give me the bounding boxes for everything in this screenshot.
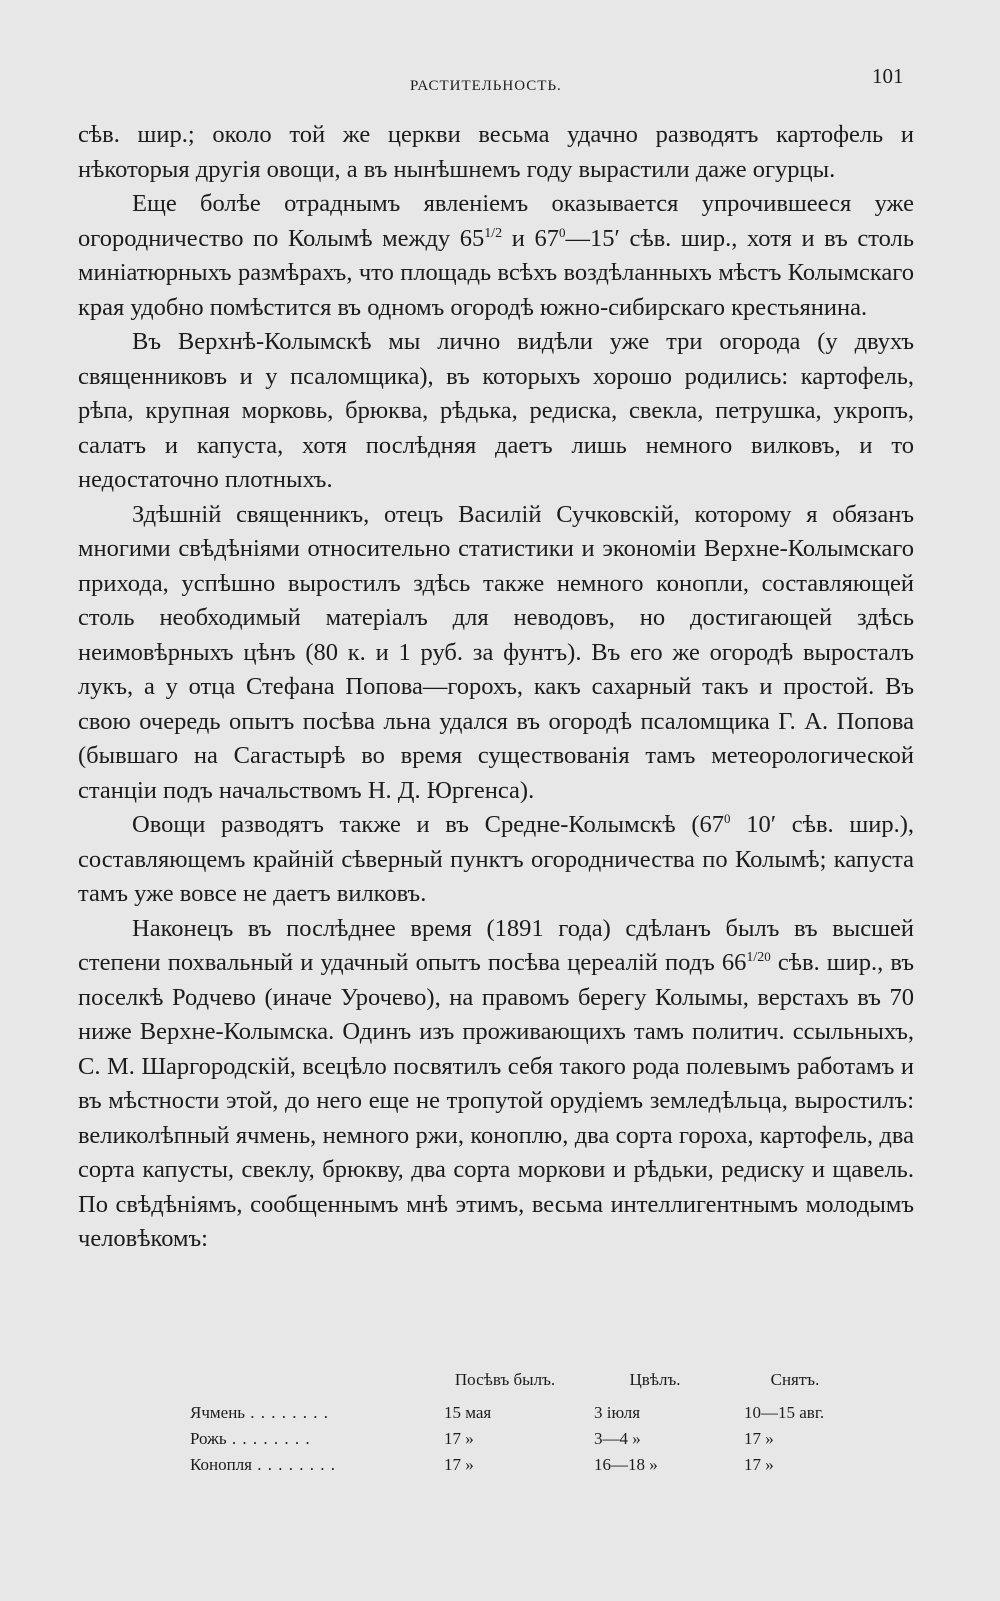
paragraph-3: Въ Верхнѣ-Колымскѣ мы лично видѣли уже три огорода (у двухъ священниковъ и у псаломщика), въ которыхъ хорошо родились: картофель, рѣпа, крупная морковь, брюква, рѣдька, редиска, свекла, петрушка, укропъ, салатъ и капуста, хотя послѣдняя даетъ лишь немного вилковъ, и то недостаточно плотныхъ. (78, 328, 914, 493)
header-sown: Посѣвъ былъ. (454, 1370, 556, 1389)
paragraph-1: сѣв. шир.; около той же церкви весьма удачно разводятъ картофель и нѣкоторыя другія овощи, а въ нынѣшнемъ году вырастили даже огурцы. (78, 121, 914, 183)
paragraph-5-part-2: 10′ сѣв. шир.), составляющемъ крайній сѣверный пунктъ огородничества по Колымѣ; капуста тамъ уже вовсе не даетъ вилковъ. (78, 811, 914, 907)
paragraph-6-part-2: сѣв. шир., въ поселкѣ Родчево (иначе Урочево), на правомъ берегу Колымы, верстахъ въ 70 ниже Верхне-Колымска. Одинъ изъ проживающихъ тамъ политич. ссыльныхъ, С. М. Шаргородскій, всецѣло посвятилъ себя такого рода полевымъ работамъ и въ мѣстности этой, до него еще не тропутой орудіемъ земледѣльца, выростилъ: великолѣпный ячмень, немного ржи, коноплю, два сорта гороха, картофель, два сорта капусты, свеклу, брюкву, два сорта моркови и рѣдьки, редиску и щавель. По свѣдѣніямъ, сообщеннымъ мнѣ этимъ, весьма интеллигентнымъ молодымъ человѣкомъ: (78, 949, 914, 1252)
table-header-row (190, 1370, 860, 1400)
running-title: РАСТИТЕЛЬНОСТЬ. (410, 78, 562, 94)
paragraph-2-part-3: —15′ сѣв. шир., хотя и въ столь миніатюрныхъ размѣрахъ, что площадь всѣхъ воздѣланныхъ мѣстъ Колымскаго края удобно помѣстится въ одномъ огородѣ южно-сибирскаго крестьянина. (78, 224, 914, 321)
header-flowered: Цвѣлъ. (629, 1370, 681, 1389)
sown-date: 17 » (444, 1455, 474, 1474)
page-number: 101 (872, 64, 904, 88)
degree-mark: 0 (724, 810, 731, 826)
paragraph-2-part-1: Еще болѣе отраднымъ явленіемъ оказывается упрочившееся уже огородничество по Колымѣ между 65 (78, 190, 914, 252)
crop-table (190, 1370, 860, 1478)
header-crop (190, 1370, 430, 1400)
table-row (190, 1426, 860, 1452)
flowered-date: 3 іюля (594, 1403, 641, 1422)
flowered-date: 3—4 » (594, 1429, 641, 1448)
paragraph-4: Здѣшній священникъ, отецъ Василій Сучковскій, которому я обязанъ многими свѣдѣніями относительно статистики и экономіи Верхне-Колымскаго прихода, успѣшно выростилъ здѣсь также немного конопли, составляющей столь необходимый матеріалъ для неводовъ, но достигающей здѣсь неимовѣрныхъ цѣнъ (80 к. и 1 руб. за фунтъ). Въ его же огородѣ выросталъ лукъ, а у отца Стефана Попова—горохъ, какъ сахарный такъ и простой. Въ свою очередь опытъ посѣва льна удался въ огородѣ псаломщика Г. А. Попова (бывшаго на Сагастырѣ во время существованія тамъ метеорологической станціи подъ начальствомъ Н. Д. Юргенса). (78, 500, 914, 804)
degree-mark: 0 (764, 948, 771, 964)
harvested-date: 10—15 авг. (744, 1403, 825, 1422)
table-row (190, 1400, 860, 1426)
paragraph-5 (78, 808, 914, 912)
fraction-half: 1/2 (484, 225, 503, 241)
table-row (190, 1452, 860, 1478)
body-text (78, 118, 914, 1257)
paragraph-2 (78, 187, 914, 325)
paragraph-2-part-2: и 67 (502, 224, 559, 252)
crop-name: Ячмень . . . (190, 1400, 430, 1426)
harvested-date: 17 » (744, 1429, 774, 1448)
paragraph-6-part-1: Наконецъ въ послѣднее время (1891 года) сдѣланъ былъ въ высшей степени похвальный и удачный опытъ посѣва цереалій подъ 66 (78, 914, 914, 976)
paragraph-6 (78, 912, 914, 1257)
crop-name: Конопля . . . (190, 1452, 430, 1478)
header-harvested: Снятъ. (770, 1370, 820, 1389)
sown-date: 17 » (444, 1429, 474, 1448)
sown-date: 15 мая (444, 1403, 492, 1422)
crop-name: Рожь . . . (190, 1426, 430, 1452)
flowered-date: 16—18 » (594, 1455, 658, 1474)
paragraph-5-part-1: Овощи разводятъ также и въ Средне-Колымскѣ (67 (132, 811, 725, 838)
fraction-half: 1/2 (746, 949, 765, 965)
harvested-date: 17 » (744, 1455, 774, 1474)
degree-mark: 0 (558, 224, 566, 240)
